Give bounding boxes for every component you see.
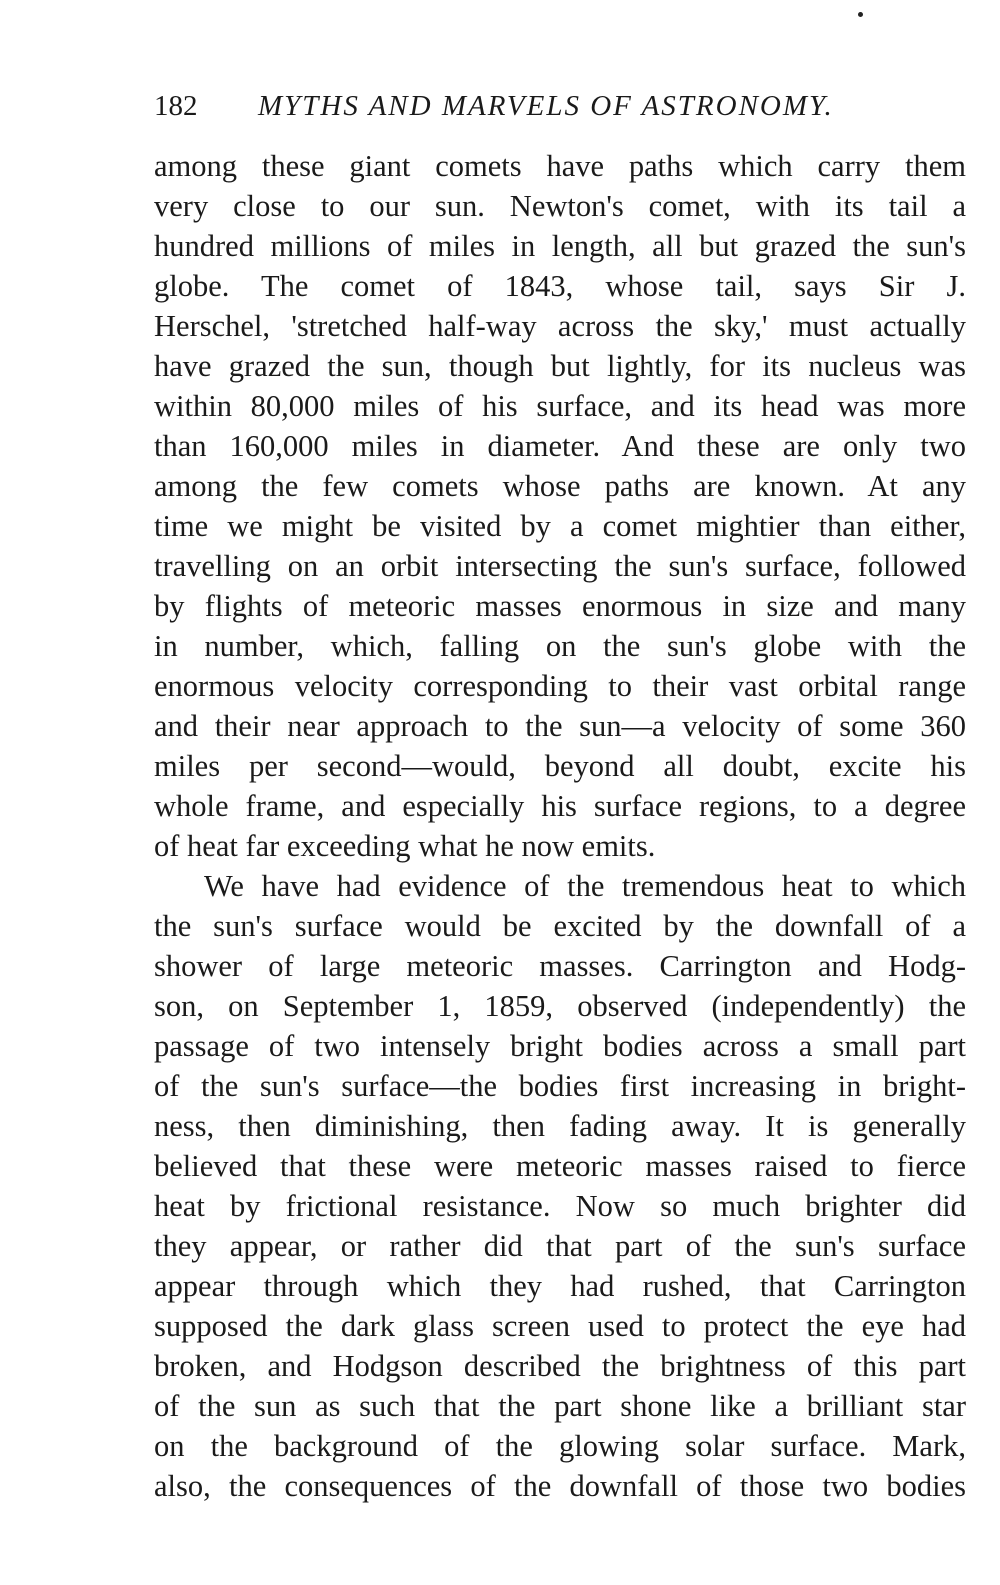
- text-line: of the sun as such that the part shone like a brilliant star: [154, 1389, 966, 1423]
- paragraph: [154, 146, 966, 866]
- text-line: supposed the dark glass screen used to protect the eye had: [154, 1309, 966, 1343]
- running-title: MYTHS AND MARVELS OF ASTRONOMY.: [258, 90, 834, 122]
- text-line: the sun's surface would be excited by the downfall of a: [154, 909, 966, 943]
- text-line: on the background of the glowing solar surface. Mark,: [154, 1429, 966, 1463]
- text-line: time we might be visited by a comet mightier than either,: [154, 509, 966, 543]
- text-line: Herschel, 'stretched half-way across the sky,' must actually: [154, 309, 966, 343]
- body-text: [154, 146, 966, 1506]
- text-line: very close to our sun. Newton's comet, with its tail a: [154, 189, 966, 223]
- text-line: miles per second—would, beyond all doubt, excite his: [154, 749, 966, 783]
- text-line: shower of large meteoric masses. Carrington and Hodg-: [154, 949, 966, 983]
- text-line: of heat far exceeding what he now emits.: [154, 829, 656, 863]
- text-line: We have had evidence of the tremendous heat to which: [204, 869, 966, 903]
- text-line: travelling on an orbit intersecting the sun's surface, followed: [154, 549, 966, 583]
- text-line: broken, and Hodgson described the brightness of this part: [154, 1349, 966, 1383]
- text-line: globe. The comet of 1843, whose tail, says Sir J.: [154, 269, 966, 303]
- text-line: among the few comets whose paths are known. At any: [154, 469, 966, 503]
- text-line: also, the consequences of the downfall of those two bodies: [154, 1469, 966, 1503]
- text-line: by flights of meteoric masses enormous in size and many: [154, 589, 966, 623]
- page-number: 182: [154, 90, 198, 122]
- text-line: ness, then diminishing, then fading away. It is generally: [154, 1109, 966, 1143]
- text-line: in number, which, falling on the sun's globe with the: [154, 629, 966, 663]
- paragraph: [154, 866, 966, 1506]
- page-header: [154, 88, 966, 124]
- text-line: passage of two intensely bright bodies across a small part: [154, 1029, 966, 1063]
- text-line: son, on September 1, 1859, observed (independently) the: [154, 989, 966, 1023]
- text-line: believed that these were meteoric masses raised to fierce: [154, 1149, 966, 1183]
- text-line: heat by frictional resistance. Now so much brighter did: [154, 1189, 966, 1223]
- text-line: among these giant comets have paths which carry them: [154, 149, 966, 183]
- text-line: hundred millions of miles in length, all but grazed the sun's: [154, 229, 966, 263]
- text-line: and their near approach to the sun—a velocity of some 360: [154, 709, 966, 743]
- text-line: within 80,000 miles of his surface, and its head was more: [154, 389, 966, 423]
- text-line: they appear, or rather did that part of the sun's surface: [154, 1229, 966, 1263]
- text-line: appear through which they had rushed, that Carrington: [154, 1269, 966, 1303]
- text-line: of the sun's surface—the bodies first increasing in bright-: [154, 1069, 966, 1103]
- text-line: than 160,000 miles in diameter. And these are only two: [154, 429, 966, 463]
- text-line: have grazed the sun, though but lightly, for its nucleus was: [154, 349, 966, 383]
- speck-mark: [858, 12, 863, 17]
- text-line: enormous velocity corresponding to their vast orbital range: [154, 669, 966, 703]
- text-line: whole frame, and especially his surface regions, to a degree: [154, 789, 966, 823]
